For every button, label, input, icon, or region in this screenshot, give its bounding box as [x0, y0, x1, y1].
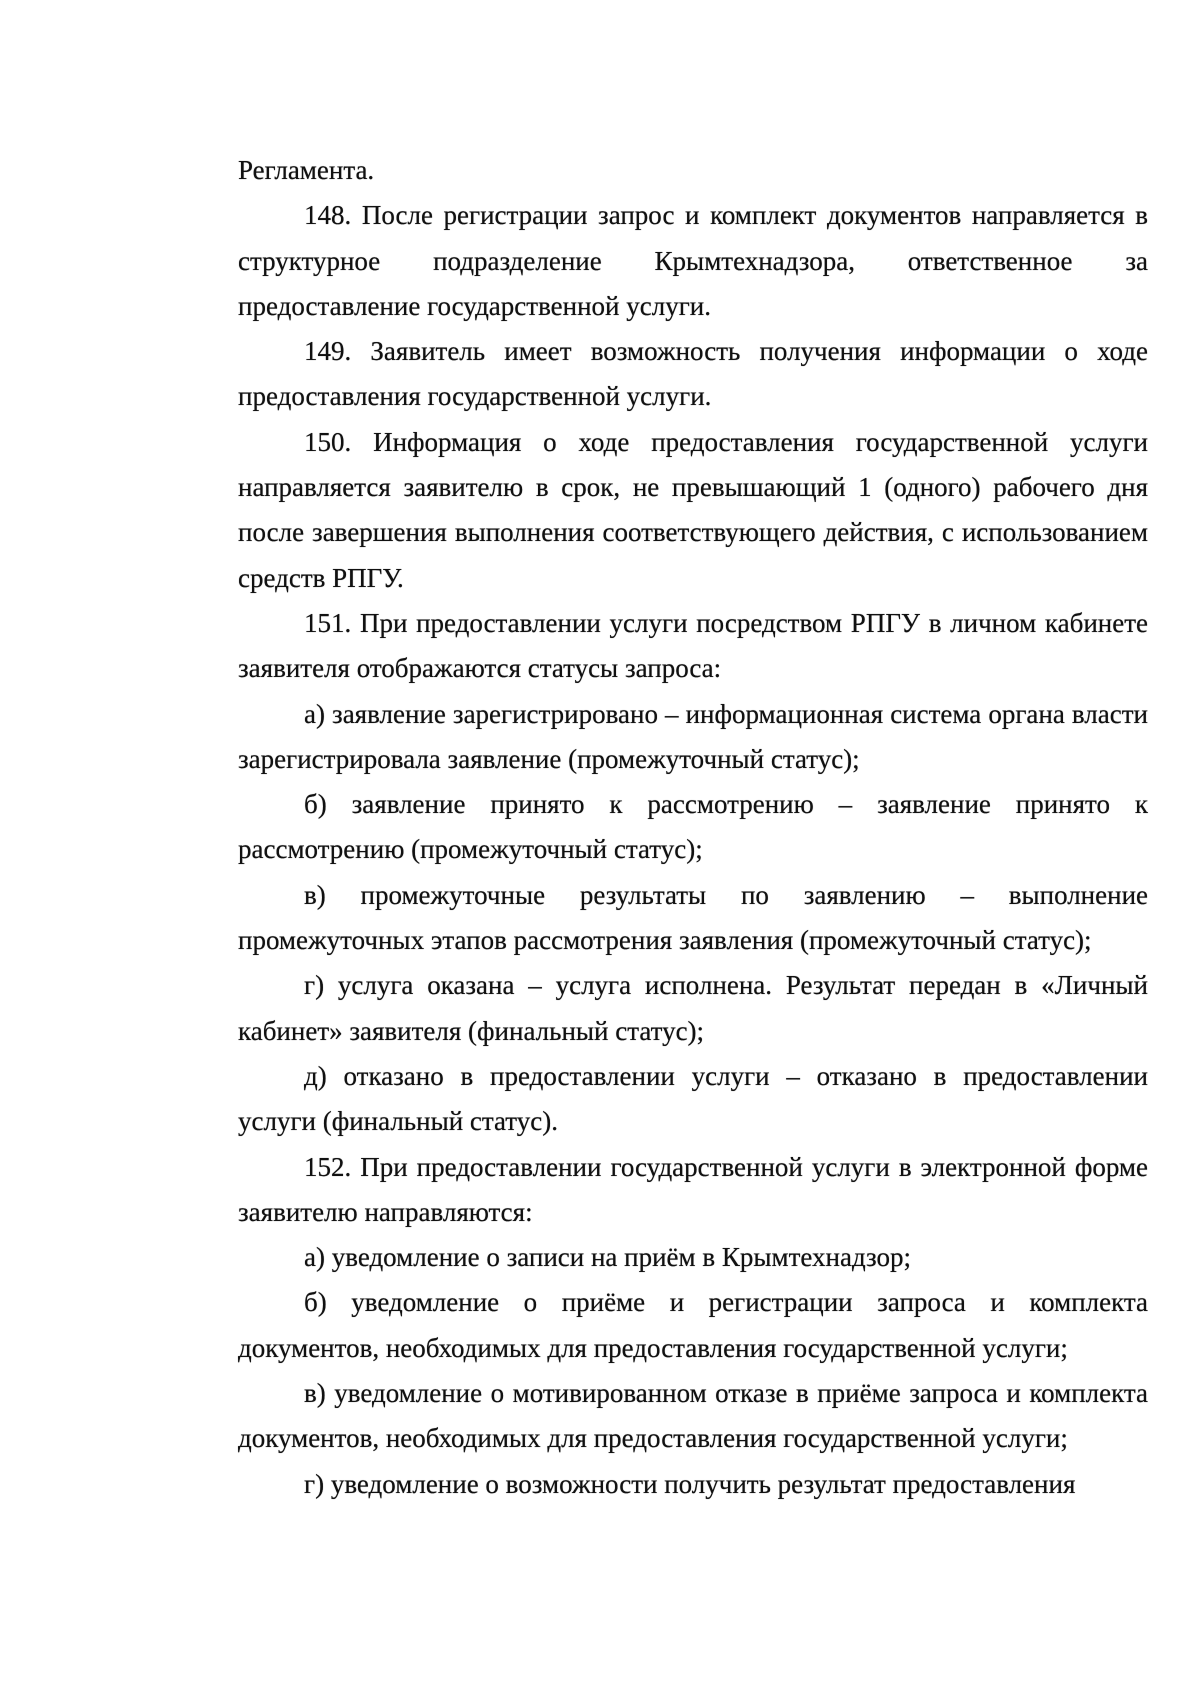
paragraph-reglament-end: Регламента.	[238, 155, 375, 185]
document-text	[238, 148, 1148, 1507]
paragraph-151-v: в) промежуточные результаты по заявлению – выполнение промежуточных этапов рассмотрения заявления (промежуточный статус);	[238, 879, 1148, 956]
paragraph-151-a: а) заявление зарегистрировано – информационная система органа власти зарегистрировала заявление (промежуточный статус);	[238, 698, 1148, 774]
paragraph-152: 152. При предоставлении государственной услуги в электронной форме заявителю направляются:	[238, 1151, 1148, 1227]
paragraph-152-b: б) уведомление о приёме и регистрации запроса и комплекта документов, необходимых для предоставления государственной услуги;	[238, 1287, 1148, 1363]
paragraph-152-a: а) уведомление о записи на приём в Крымтехнадзор;	[304, 1242, 912, 1273]
paragraph-151: 151. При предоставлении услуги посредством РПГУ в личном кабинете заявителя отображаются статусы запроса:	[238, 607, 1148, 684]
paragraph-151-d: д) отказано в предоставлении услуги – отказано в предоставлении услуги (финальный статус).	[238, 1060, 1148, 1137]
paragraph-152-g: г) уведомление о возможности получить результат предоставления	[304, 1468, 1076, 1499]
paragraph-150: 150. Информация о ходе предоставления государственной услуги направляется заявителю в срок, не превышающий 1 (одного) рабочего дня после завершения выполнения соответствующего действия, с использованием средств РПГУ.	[238, 426, 1148, 593]
paragraph-152-v: в) уведомление о мотивированном отказе в приёме запроса и комплекта документов, необходимых для предоставления государственной услуги;	[238, 1378, 1148, 1454]
paragraph-149: 149. Заявитель имеет возможность получения информации о ходе предоставления государственной услуги.	[238, 336, 1148, 412]
paragraph-151-b: б) заявление принято к рассмотрению – заявление принято к рассмотрению (промежуточный статус);	[238, 789, 1148, 865]
paragraph-151-g: г) услуга оказана – услуга исполнена. Результат передан в «Личный кабинет» заявителя (финальный статус);	[238, 970, 1148, 1046]
paragraph-148: 148. После регистрации запрос и комплект документов направляется в структурное подразделение Крымтехнадзора, ответственное за предоставление государственной услуги.	[238, 200, 1148, 321]
